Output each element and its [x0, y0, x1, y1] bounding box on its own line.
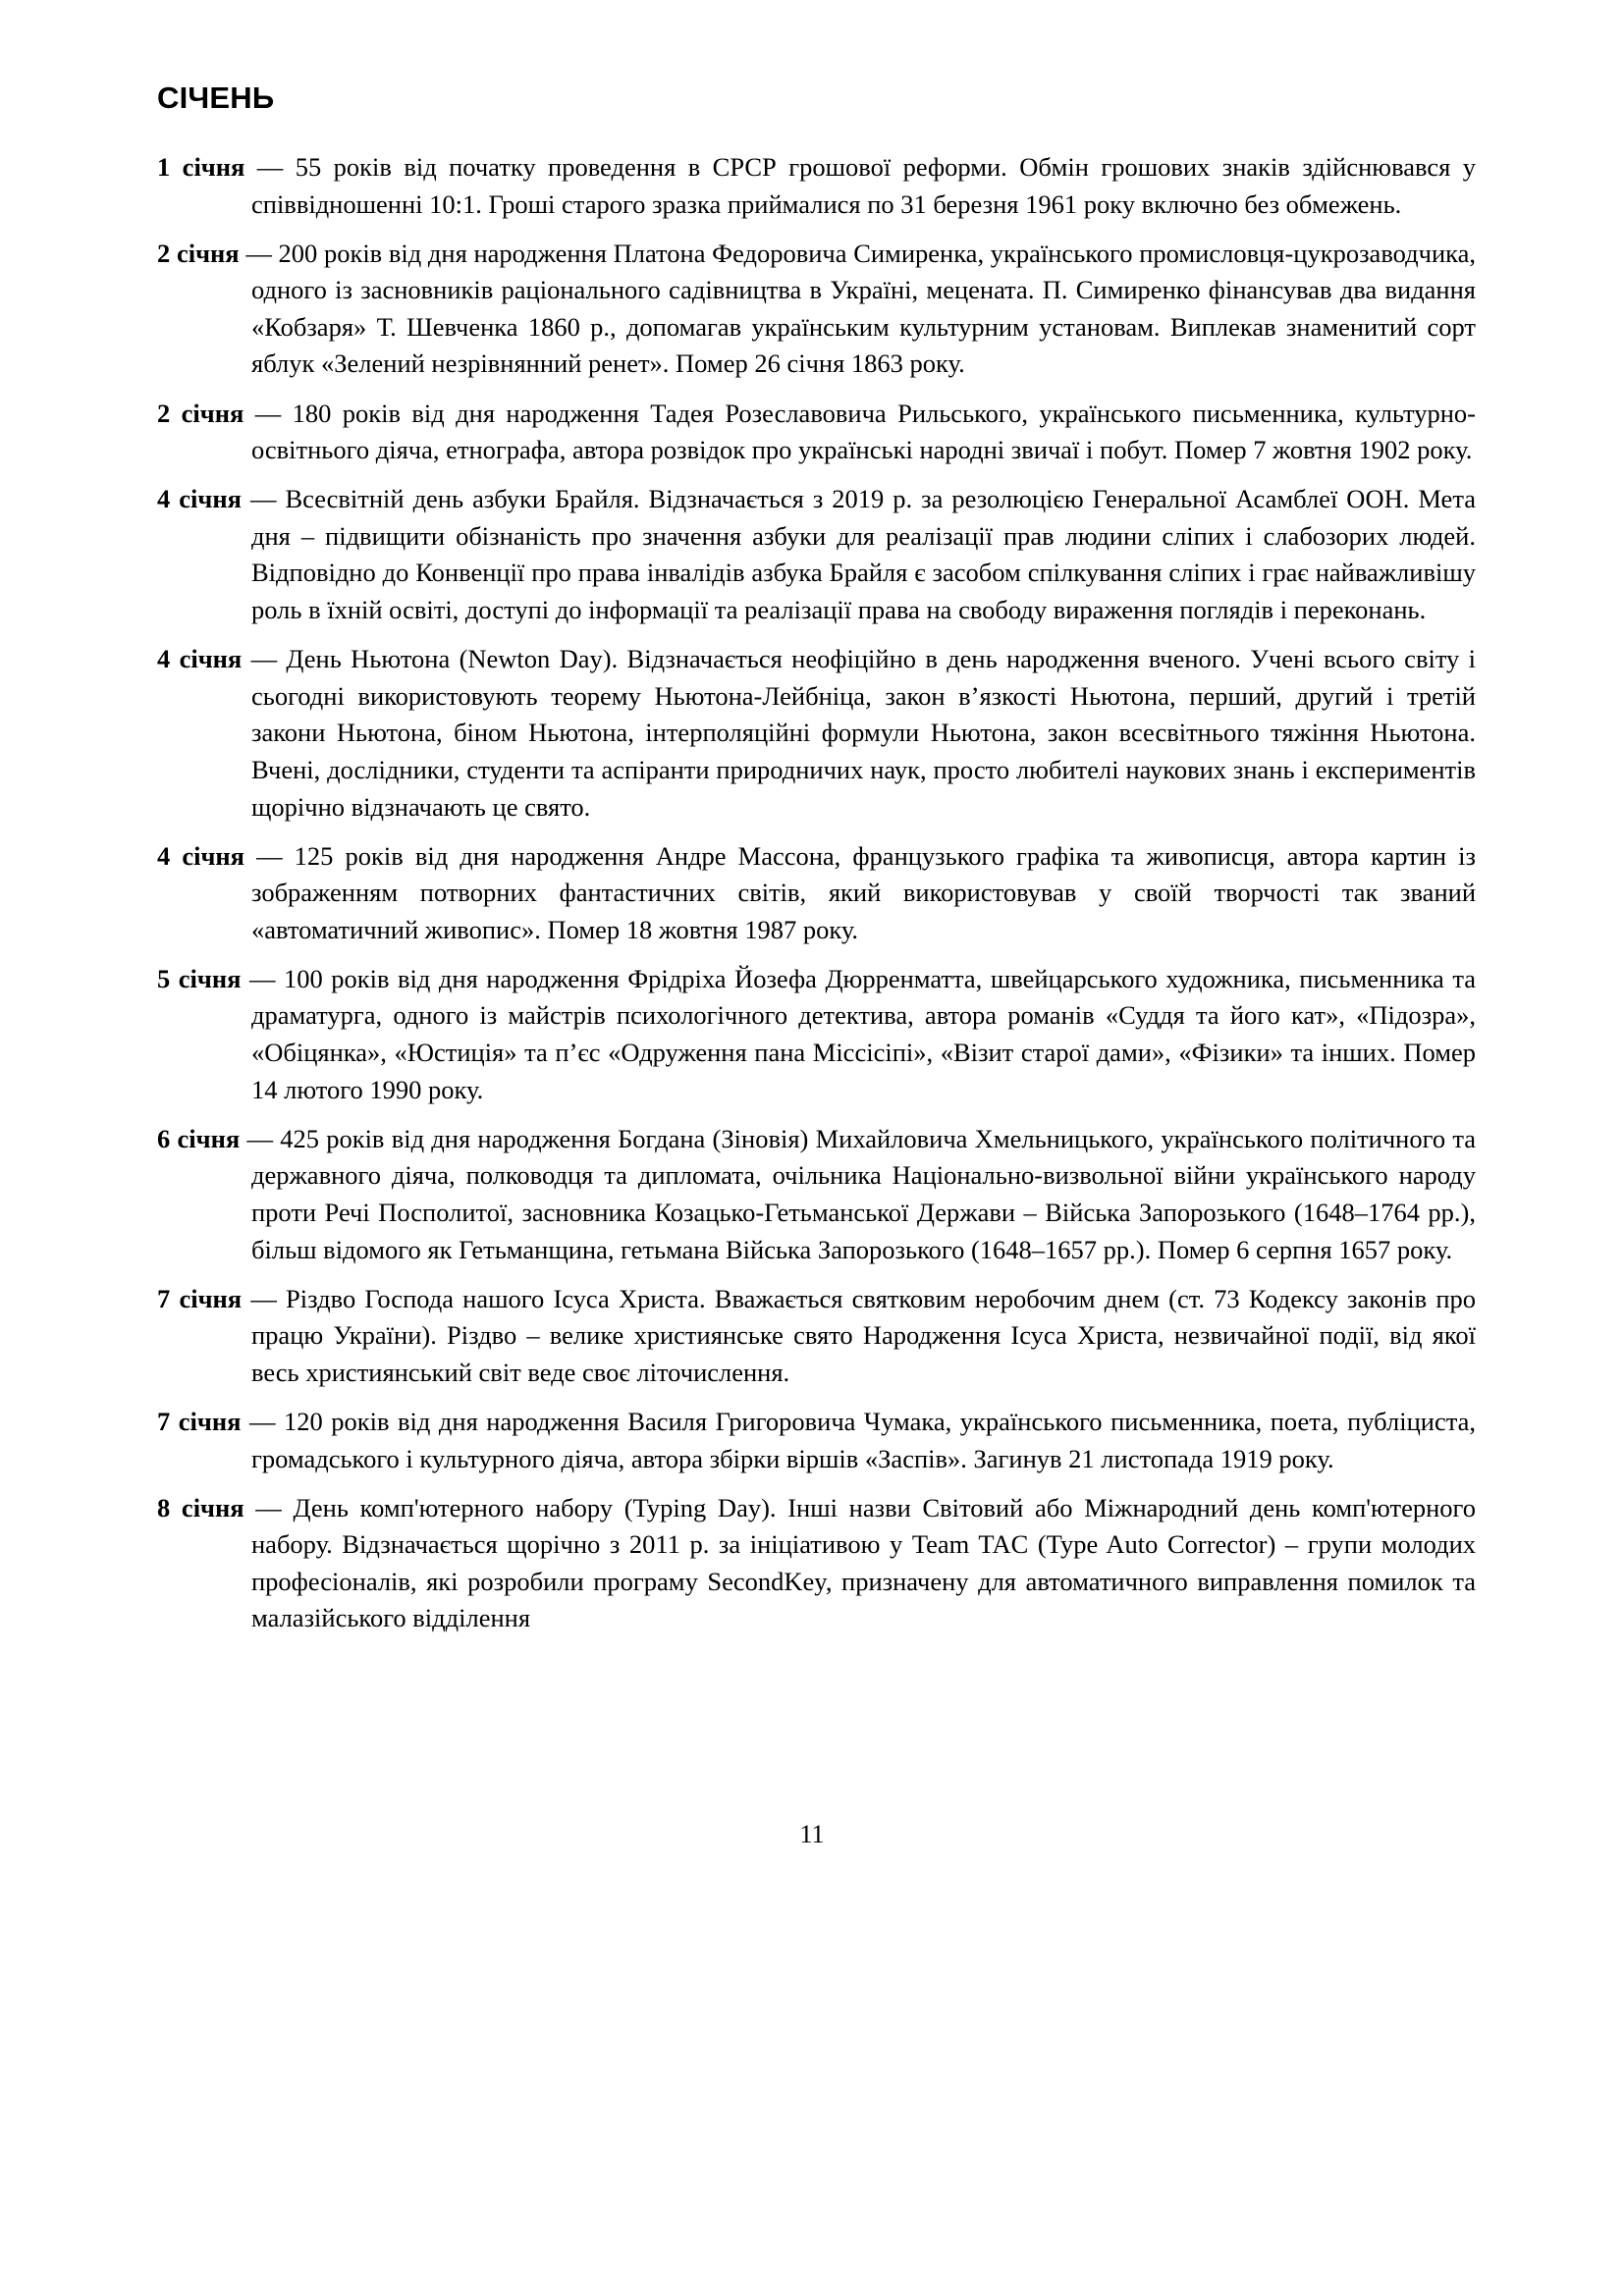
calendar-entries	[157, 149, 1476, 1649]
entry-date: 6 січня	[157, 1123, 241, 1153]
entry-text: — 125 років від дня народження Андре Массона, французького графіка та живописця, автора картин із зображенням потворних фантастичних світів, який використовував у своїй творчості так званий «автоматичний живопис». Помер 18 жовтня 1987 року.	[244, 840, 1476, 944]
page-number: 11	[799, 1820, 825, 1848]
entry-date: 1 січня	[157, 152, 245, 182]
entry-date: 2 січня	[157, 238, 240, 268]
calendar-entry	[157, 1490, 1476, 1637]
entry-text: — 200 років від дня народження Платона Федоровича Симиренка, українського промисловця-цукрозаводчика, одного із засновників раціонального садівництва в Україні, мецената. П. Симиренко фінансував два видання «Кобзаря» Т. Шевченка 1860 р., допомагав українським культурним установам. Виплекав знаменитий сорт яблук «Зелений незрівнянний ренет». Помер 26 січня 1863 року.	[239, 238, 1476, 379]
calendar-entry	[157, 838, 1476, 949]
entry-date: 7 січня	[157, 1406, 242, 1436]
entry-text: — Різдво Господа нашого Ісуса Христа. Вважається святковим неробочим днем (ст. 73 Кодексу законів про працю України). Різдво – велике християнське свято Народження Ісуса Христа, незвичайної події, від якої весь християнський світ веде своє літочислення.	[242, 1283, 1476, 1387]
calendar-entry	[157, 641, 1476, 826]
calendar-entry	[157, 236, 1476, 383]
calendar-entry	[157, 961, 1476, 1108]
entry-text: — День Ньютона (Newton Day). Відзначається неофіційно в день народження вченого. Учені всього світу і сьогодні використовують теорему Ньютона-Лейбніца, закон в’язкості Ньютона, перший, другий і третій закони Ньютона, біном Ньютона, інтерполяційні формули Ньютона, закон всесвітнього тяжіння Ньютона. Вчені, дослідники, студенти та аспіранти природничих наук, просто любителі наукових знань і експериментів щорічно відзначають це свято.	[242, 644, 1476, 822]
entry-date: 5 січня	[157, 963, 242, 993]
entry-text: — День комп'ютерного набору (Typing Day). Інші назви Світовий або Міжнародний день комп'ютерного набору. Відзначається щорічно з 2011 р. за ініціативою у Team TAC (Type Auto Corrector) – групи молодих професіоналів, які розробили програму SecondKey, призначену для автоматичного виправлення помилок та малазійського відділення	[244, 1492, 1476, 1633]
entry-text: — 100 років від дня народження Фрідріха Йозефа Дюрренматта, швейцарського художника, письменника та драматурга, одного із майстрів психологічного детектива, автора романів «Суддя та його кат», «Підозра», «Обіцянка», «Юстиція» та п’єс «Одруження пана Міссісіпі», «Візит старої дами», «Фізики» та інших. Помер 14 лютого 1990 року.	[241, 963, 1476, 1104]
calendar-entry	[157, 1281, 1476, 1392]
entry-text: — 180 років від дня народження Тадея Розеславовича Рильського, українського письменника, культурно-освітнього діяча, етнографа, автора розвідок про українські народні звичаї і побут. Помер 7 жовтня 1902 року.	[244, 398, 1476, 465]
entry-date: 8 січня	[157, 1492, 244, 1522]
entry-date: 7 січня	[157, 1283, 243, 1313]
calendar-entry	[157, 1121, 1476, 1268]
entry-date: 4 січня	[157, 484, 242, 514]
entry-date: 2 січня	[157, 398, 244, 428]
page-heading: СІЧЕНЬ	[157, 80, 275, 115]
entry-text: — 425 років від дня народження Богдана (Зіновія) Михайловича Хмельницького, українського політичного та державного діяча, полководця та дипломата, очільника Національно-визвольної війни українського народу проти Речі Посполитої, засновника Козацько-Гетьманської Держави – Війська Запорозького (1648–1764 рр.), більш відомого як Гетьманщина, гетьмана Війська Запорозького (1648–1657 рр.). Помер 6 серпня 1657 року.	[240, 1123, 1476, 1264]
entry-text: — Всесвітній день азбуки Брайля. Відзначається з 2019 р. за резолюцією Генеральної Асамблеї ООН. Мета дня – підвищити обізнаність про значення азбуки для реалізації прав людини сліпих і слабозорих людей. Відповідно до Конвенції про права інвалідів азбука Брайля є засобом спілкування сліпих і грає найважливішу роль в їхній освіті, доступі до інформації та реалізації права на свободу вираження поглядів і переконань.	[241, 484, 1476, 625]
entry-date: 4 січня	[157, 644, 243, 674]
entry-date: 4 січня	[157, 840, 245, 871]
calendar-entry	[157, 1404, 1476, 1477]
calendar-entry	[157, 481, 1476, 628]
calendar-entry	[157, 149, 1476, 223]
entry-text: — 120 років від дня народження Василя Григоровича Чумака, українського письменника, поета, публіциста, громадського і культурного діяча, автора збірки віршів «Заспів». Загинув 21 листопада 1919 року.	[241, 1406, 1476, 1473]
calendar-entry	[157, 396, 1476, 469]
entry-text: — 55 років від початку проведення в СРСР грошової реформи. Обмін грошових знаків здійснювався у співвідношенні 10:1. Гроші старого зразка приймалися по 31 березня 1961 року включно без обмежень.	[244, 152, 1476, 219]
